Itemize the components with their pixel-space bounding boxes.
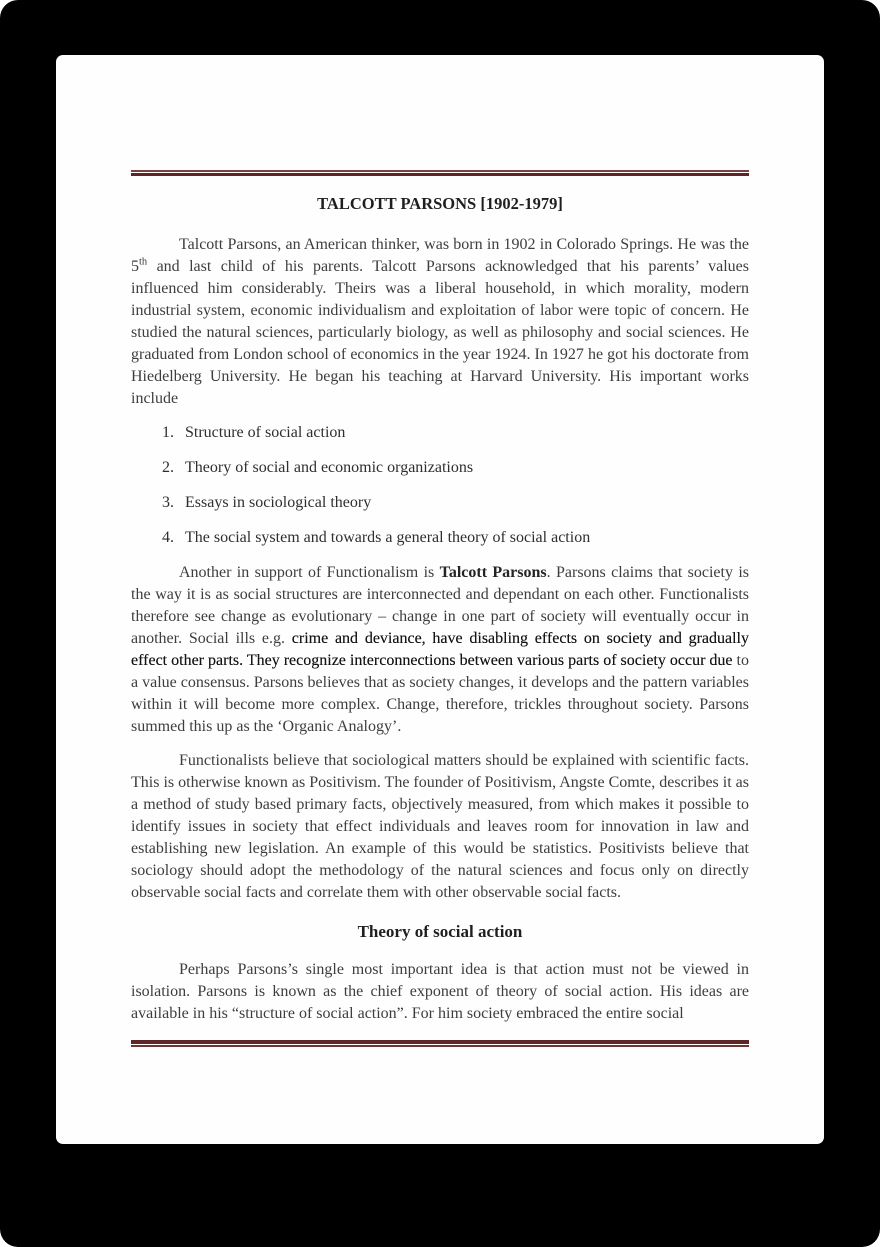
functionalism-paragraph: Another in support of Functionalism is Talcott Parsons. Parsons claims that society is the way it is as social structures are interconnected and dependant on each other. Functionalists therefore see change as evolutionary – change in one part of society will eventually occur in another. Social ills e.g. crime and deviance, have disabling effects on society and gradually effect other parts. They recognize interconnections between various parts of society occur due to a value consensus. Parsons believes that as society changes, it develops and the pattern variables within it will become more complex. Change, therefore, trickles throughout society. Parsons summed this up as the ‘Organic Analogy’. (131, 564, 750, 735)
works-list-item: 2. Theory of social and economic organizations (178, 457, 749, 479)
works-list-item: 4. The social system and towards a general theory of social action (178, 527, 749, 549)
intro-paragraph: Talcott Parsons, an American thinker, was born in 1902 in Colorado Springs. He was the 5th and last child of his parents. Talcott Parsons acknowledged that his parents’ values influenced him considerably. Theirs was a liberal household, in which morality, modern industrial system, economic individualism and exploitation of labor were topic of concern. He studied the natural sciences, particularly biology, as well as philosophy and social sciences. He graduated from London school of economics in the year 1924. In 1927 he got his doctorate from Hiedelberg University. He began his teaching at Harvard University. His important works include (131, 236, 749, 407)
works-list-item: 3. Essays in sociological theory (178, 492, 749, 514)
bottom-rule (131, 1040, 749, 1047)
section-heading: Theory of social action (357, 922, 523, 941)
positivism-paragraph: Functionalists believe that sociological matters should be explained with scientific facts. This is otherwise known as Positivism. The founder of Positivism, Angste Comte, describes it as a method of study based primary facts, objectively measured, from which makes it possible to identify issues in society that effect individuals and leaves room for innovation in law and establishing new legislation. An example of this would be statistics. Positivists believe that sociology should adopt the methodology of the natural sciences and focus only on directly observable social facts and correlate them with other observable social facts. (131, 752, 749, 901)
document-page (56, 55, 824, 1144)
social-action-paragraph: Perhaps Parsons’s single most important idea is that action must not be viewed in isolation. Parsons is known as the chief exponent of theory of social action. His ideas are available in his “structure of social action”. For him society embraced the entire social (131, 961, 749, 1022)
works-list (131, 422, 749, 549)
document-title: TALCOTT PARSONS [1902-1979] (317, 194, 563, 213)
works-list-item: 1. Structure of social action (178, 422, 749, 444)
top-rule (131, 170, 749, 176)
document-content (56, 55, 824, 1047)
